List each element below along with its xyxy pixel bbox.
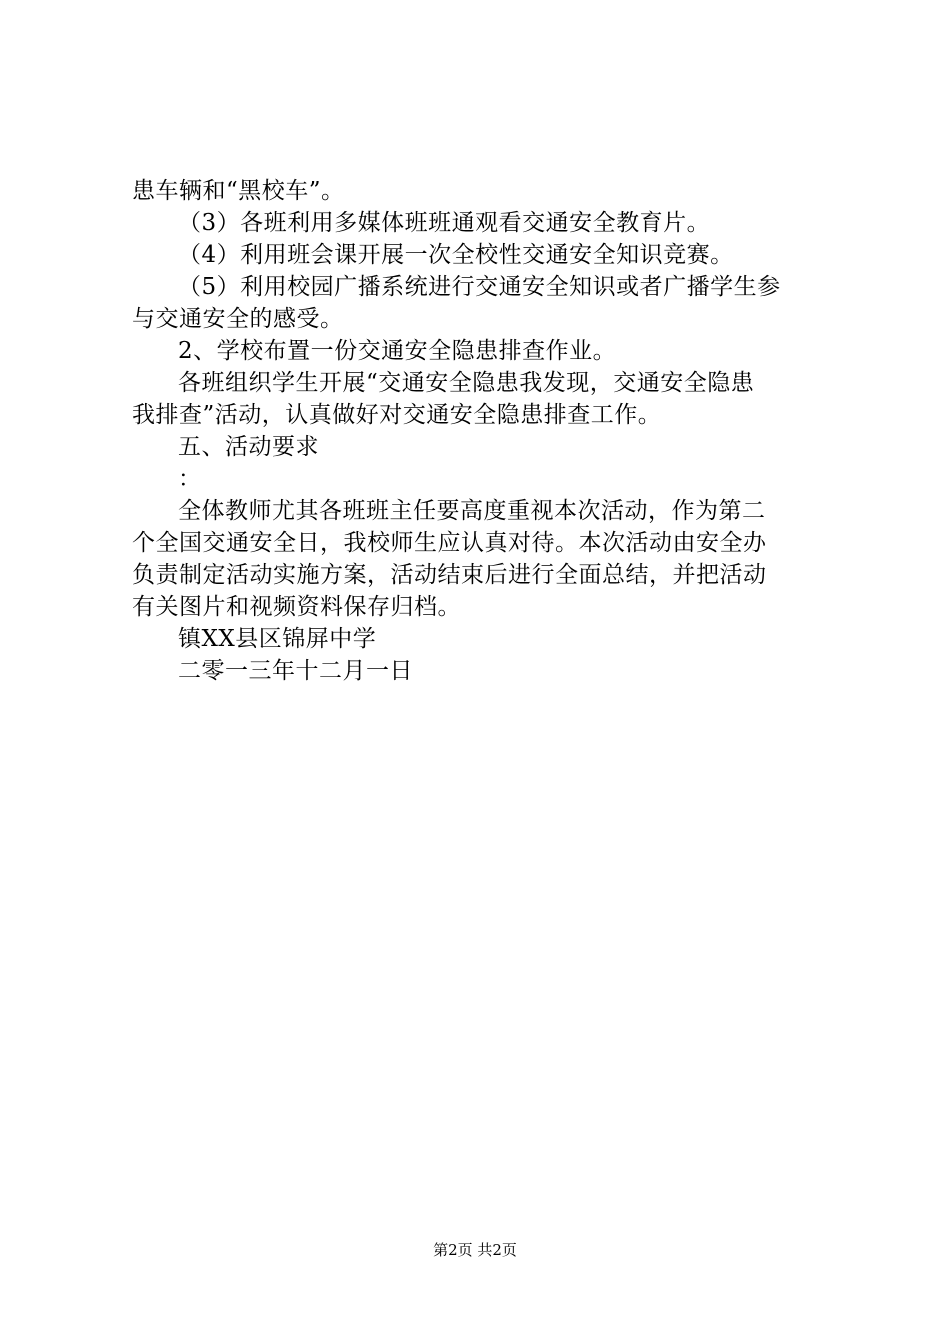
text-line-6: 2、学校布置一份交通安全隐患排查作业。 [178,338,617,364]
text-line-5: 与交通安全的感受。 [132,306,344,332]
section-heading: 五、活动要求 [178,434,319,460]
school-name: 镇XX县区锦屏中学 [178,626,377,652]
text-line-13: 负责制定活动实施方案，活动结束后进行全面总结，并把活动 [132,562,767,588]
page-footer: 第2页 共2页 [433,1241,517,1259]
text-line-8: 我排查”活动，认真做好对交通安全隐患排查工作。 [132,402,662,428]
text-line-7: 各班组织学生开展“交通安全隐患我发现，交通安全隐患 [178,370,755,396]
text-line-1: 患车辆和“黑校车”。 [132,178,345,204]
colon-line: ： [178,466,202,492]
text-line-2: （3）各班利用多媒体班班通观看交通安全教育片。 [178,210,711,236]
text-line-3: （4）利用班会课开展一次全校性交通安全知识竞赛。 [178,242,734,268]
document-date: 二零一三年十二月一日 [178,658,413,684]
text-line-12: 个全国交通安全日，我校师生应认真对待。本次活动由安全办 [132,530,767,556]
text-line-11: 全体教师尤其各班班主任要高度重视本次活动，作为第二 [178,498,766,524]
text-line-14: 有关图片和视频资料保存归档。 [132,594,461,620]
text-line-4: （5）利用校园广播系统进行交通安全知识或者广播学生参 [178,274,781,300]
